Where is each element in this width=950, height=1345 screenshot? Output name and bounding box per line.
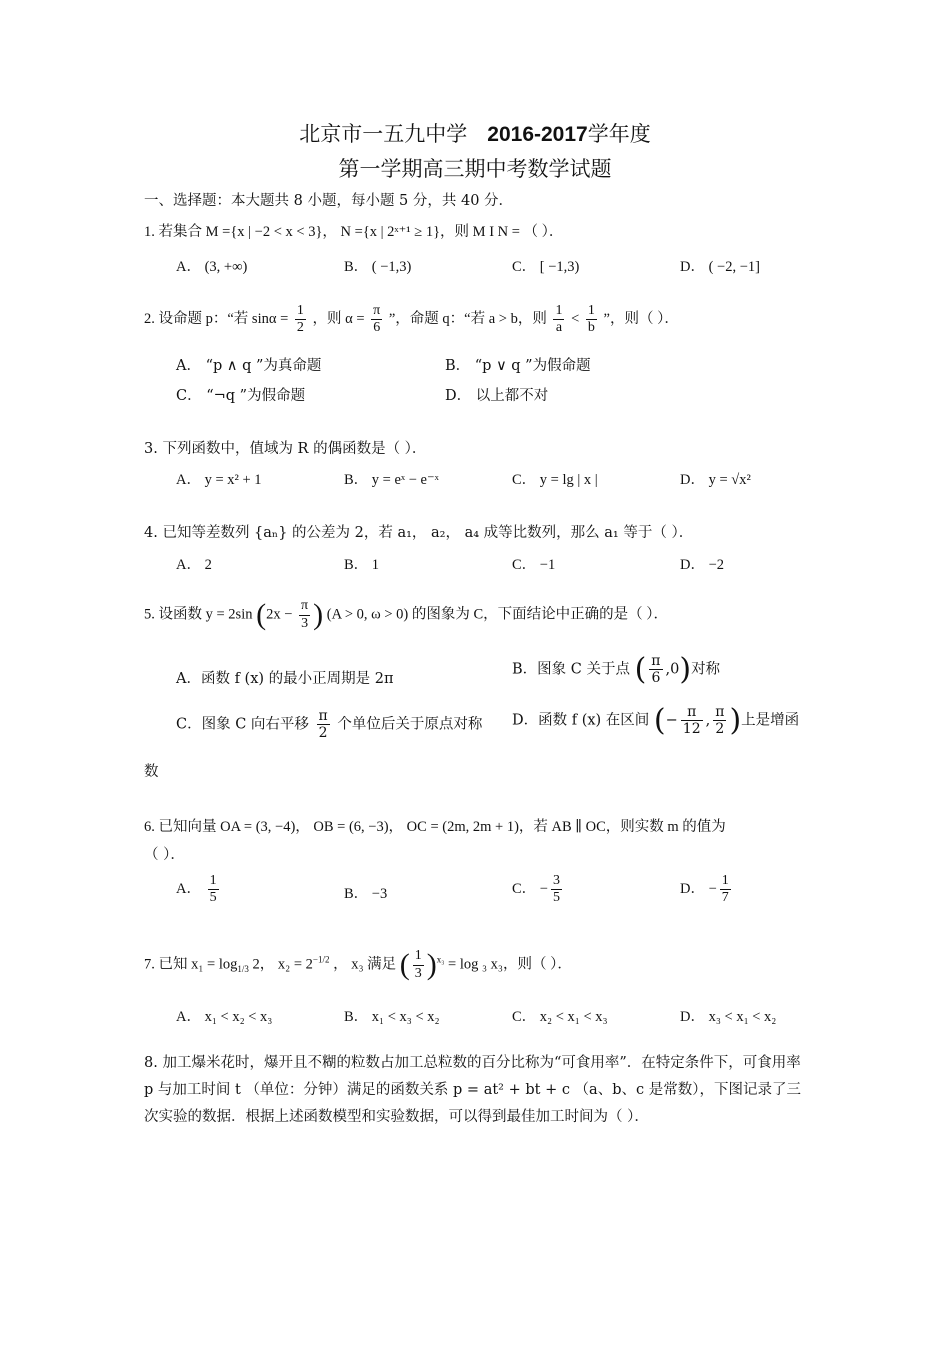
question-6-stem: 6. 已知向量 OA = (3, −4)， OB = (6, −3)， OC = (2m, 2m + 1)，若 AB ∥ OC，则实数 m 的值为 (144, 819, 726, 835)
numerator: 1 (295, 303, 306, 320)
exam-title (0, 118, 950, 148)
q7-part-d: = log ₃ x₃，则（ ）． (448, 956, 572, 973)
numerator: π (651, 652, 661, 669)
left-paren: ( (256, 598, 267, 631)
numerator: 1 (208, 873, 219, 890)
q3-option-a: A． y = x² + 1 (176, 472, 262, 488)
q5-d-text: D．函数 f (x) 在区间 (512, 712, 650, 729)
fraction (551, 873, 562, 906)
right-paren: ) (313, 598, 324, 631)
q5-c-text: C．图象 C 向右平移 (176, 716, 309, 733)
fraction-pi-over-6 (649, 653, 662, 686)
fraction-one-over-b (586, 303, 597, 336)
left-paren: ( (653, 703, 666, 738)
q2-part-b: ，则 α = (312, 310, 365, 327)
option-label: A． (176, 880, 201, 897)
denominator: a (555, 320, 563, 336)
right-paren: ) (426, 948, 437, 981)
q2-option-c: C． “¬q ”为假命题 (176, 388, 306, 404)
fraction-one-over-a (553, 303, 564, 336)
q3-option-c: C． y = lg | x | (512, 472, 598, 488)
q6-option-a (176, 873, 222, 906)
q5-b-text: B．图象 C 关于点 (512, 661, 630, 678)
q2-part-d: ”，则（ ）． (603, 310, 679, 327)
denominator: 2 (715, 721, 725, 737)
q6-option-c (512, 873, 565, 906)
q4-option-a: A． 2 (176, 557, 212, 573)
q5-part-b: 2x − (266, 606, 293, 623)
numerator: π (299, 598, 310, 615)
left-paren: ( (634, 652, 647, 687)
denominator: 2 (296, 320, 304, 336)
q2-part-a: 2. 设命题 p：“若 sinα = (144, 310, 289, 327)
q1-option-a: A． (3, +∞) (176, 259, 248, 275)
q5-option-a: A．函数 f (x) 的最小正周期是 2π (176, 671, 394, 687)
exponent: −1/2 (312, 954, 330, 965)
question-2-stem (144, 303, 679, 336)
q2-option-b: B． “p ∨ q ”为假命题 (445, 358, 591, 374)
q7-option-d: D． x₃ < x₁ < x₂ (680, 1009, 777, 1025)
q7-option-b: B． x₁ < x₃ < x₂ (344, 1009, 440, 1025)
denominator: 5 (552, 890, 560, 906)
denominator: 7 (721, 890, 729, 906)
q2-option-d: D． 以上都不对 (445, 388, 549, 404)
q5-b-tail: 对称 (691, 661, 721, 678)
fraction-pi-over-6 (371, 303, 382, 336)
school-year: 2016-2017 (487, 123, 588, 146)
exponent: x₃ (436, 954, 445, 965)
right-paren: ) (729, 703, 742, 738)
numerator: π (318, 708, 328, 724)
denominator: 12 (682, 721, 701, 737)
q5-c-tail: 个单位后关于原点对称 (337, 716, 483, 733)
q5-option-d: D．函数 f (x) 在区间 (− $\frac{\pi}{12}$ , $\frac{\pi}{2}$ )上是增函 (512, 703, 800, 738)
q5-part-c: (A > 0, ω > 0) 的图象为 C，下面结论中正确的是（ ）． (326, 606, 669, 623)
q5-d-tail: 上是增函 (741, 712, 800, 729)
q5-part-a: 5. 设函数 y = 2sin (144, 606, 253, 623)
numerator: 1 (553, 303, 564, 320)
denominator: 6 (373, 320, 381, 336)
fraction-pi-over-2 (713, 704, 726, 737)
numerator: 1 (586, 303, 597, 320)
fraction-one-half (295, 303, 306, 336)
q4-option-b: B． 1 (344, 557, 380, 573)
q7-option-a: A． x₁ < x₂ < x₃ (176, 1009, 273, 1025)
denominator: 3 (301, 615, 309, 631)
q1-option-c: C． [ −1,3) (512, 259, 580, 275)
fraction (208, 873, 219, 906)
fraction-one-third (413, 948, 424, 981)
q6-option-d (680, 873, 734, 906)
q5-option-d-wrap: 数 (144, 764, 159, 780)
minus-sign: − (665, 712, 678, 729)
less-than-sign: < (571, 310, 580, 327)
point-y: ,0 (665, 661, 680, 678)
numerator: 1 (413, 948, 424, 965)
q4-option-d: D． −2 (680, 557, 725, 573)
q2-option-a: A． “p ∧ q ”为真命题 (176, 358, 322, 374)
q7-part-b: 2， x₂ = 2 (252, 956, 313, 973)
section-heading: 一、选择题：本大题共 8 小题，每小题 5 分，共 40 分． (144, 193, 514, 209)
q7-part-a: 7. 已知 x₁ = log (144, 956, 238, 973)
year-suffix: 学年度 (587, 122, 651, 146)
q5-option-c (176, 708, 482, 741)
numerator: π (715, 703, 725, 720)
right-paren: ) (679, 652, 692, 687)
question-4-stem: 4. 已知等差数列 {aₙ} 的公差为 2，若 a₁， a₂， a₄ 成等比数列，那么 a₁ 等于（ ）． (144, 525, 694, 541)
log-base: 1/3 (237, 964, 249, 975)
denominator: 2 (318, 725, 328, 742)
denominator: 3 (414, 965, 422, 981)
fraction-pi-over-12 (681, 704, 703, 737)
q4-option-c: C． −1 (512, 557, 556, 573)
q7-option-c: C． x₂ < x₁ < x₃ (512, 1009, 608, 1025)
q1-option-d: D． ( −2, −1] (680, 259, 760, 275)
numerator: π (371, 303, 382, 320)
q6-option-b: B． −3 (344, 886, 388, 902)
numerator: 3 (551, 873, 562, 890)
q2-part-c: ”，命题 q：“若 a > b，则 (388, 310, 547, 327)
question-1-stem: 1. 若集合 M ={x | −2 < x < 3}， N ={x | 2ˣ⁺¹ ≥ 1}，则 M I N = （ ）． (144, 224, 564, 240)
option-label: D． − (680, 880, 717, 897)
q7-part-c: ， x₃ 满足 (333, 956, 397, 973)
denominator: b (587, 320, 595, 336)
fraction (720, 873, 731, 906)
school-name: 北京市一五九中学 (299, 122, 468, 146)
question-6-tail: （ ）． (144, 847, 185, 863)
q3-option-d: D． y = √x² (680, 472, 751, 488)
question-7-stem (144, 948, 572, 982)
numerator: 1 (720, 873, 731, 890)
question-8-text: 8. 加工爆米花时，爆开且不糊的粒数占加工总粒数的百分比称为“可食用率”．在特定条件下，可食用率 p 与加工时间 t （单位：分钟）满足的函数关系 p = at² + bt + c （a、b、c 是常数），下图记录了三次实验的数据．根据上述函数模型和实验数据，可以得到最佳加工时间为（ ）． (144, 1055, 801, 1125)
denominator: 5 (209, 890, 217, 906)
question-5-stem (144, 598, 668, 632)
numerator: π (681, 704, 703, 721)
exam-subtitle: 第一学期高三期中考数学试题 (338, 157, 612, 181)
q5-option-b (512, 652, 720, 687)
question-3-stem: 3. 下列函数中，值域为 R 的偶函数是（ ）． (144, 441, 427, 457)
denominator: 6 (651, 670, 661, 686)
q3-option-b: B． y = eˣ − e⁻ˣ (344, 472, 439, 488)
left-paren: ( (399, 948, 410, 981)
option-label: C． − (512, 880, 548, 897)
fraction-pi-over-2 (317, 708, 330, 741)
fraction-pi-over-3 (299, 598, 310, 631)
q1-option-b: B． ( −1,3) (344, 259, 412, 275)
